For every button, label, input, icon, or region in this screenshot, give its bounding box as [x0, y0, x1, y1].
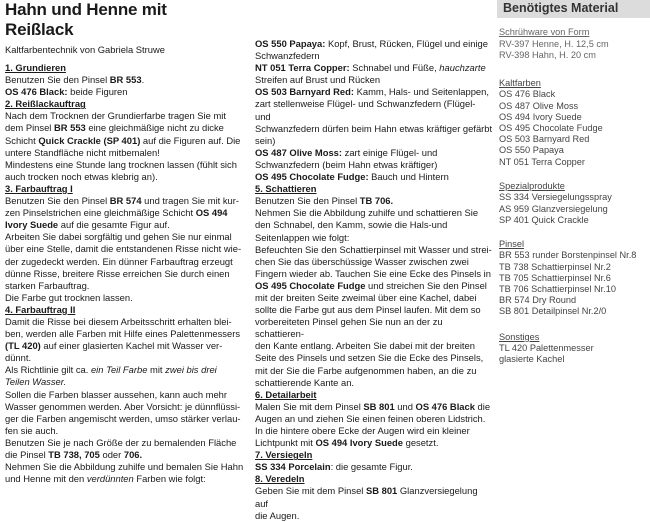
- text: Malen Sie mit dem Pinsel: [255, 400, 364, 412]
- step-8-heading: 8. Veredeln: [255, 473, 305, 485]
- step-4-line: [5, 449, 245, 461]
- material-section: [499, 332, 650, 366]
- text: auf einer glasierten Kachel mit Wasser ver-: [40, 340, 223, 352]
- text: Kopf, Brust, Rücken, Flügel und einige: [325, 38, 488, 49]
- color-line: Schwanzfedern (beim Hahn etwas kräftiger): [255, 158, 438, 170]
- step-4-line: ger die Farben angemischt werden, umso stärker verlau-: [5, 412, 241, 424]
- material-item: AS 959 Glanzversiegelung: [499, 203, 608, 214]
- material-item: OS 476 Black: [499, 89, 556, 100]
- step-5-line: mit der Sie die Farbe aufgenommen haben, an die zu: [255, 364, 477, 376]
- text: und Henne mit den: [5, 473, 87, 485]
- material-section-title: Pinsel: [499, 238, 525, 249]
- material-item: OS 495 Chocolate Fudge: [499, 123, 603, 134]
- text: gesetzt.: [403, 437, 439, 449]
- text: .: [141, 74, 145, 86]
- text: zart einige Flügel- und: [342, 146, 438, 158]
- step-5-line: Nehmen Sie die Abbildung zuhilfe und schattieren Sie: [255, 207, 479, 219]
- text: Glanzversiegelung auf: [255, 485, 478, 509]
- step-3-heading: 3. Farbauftrag I: [5, 182, 73, 194]
- subtitle: Kaltfarbentechnik von Gabriela Struwe: [5, 44, 165, 55]
- step-6-heading: 6. Detailarbeit: [255, 388, 317, 400]
- text: Benutzen Sie den Pinsel: [5, 74, 110, 86]
- text: Lichtpunkt mit: [255, 437, 316, 449]
- step-6-line: [255, 437, 493, 449]
- color-line: [255, 147, 493, 159]
- text: oder: [99, 449, 124, 460]
- material-section: [499, 27, 650, 61]
- step-4-line: [5, 364, 245, 376]
- step-6-line: In die hintere obere Ecke der Augen wird ein kleiner: [255, 425, 470, 436]
- text: Schnabel und Füße,: [349, 62, 440, 74]
- step-3-line: starken Farbauftrag.: [5, 279, 90, 291]
- brush-code: BR 574: [109, 195, 142, 207]
- step-4-line: Sollen die Farben blasser aussehen, kann auch mehr: [5, 388, 228, 400]
- material-item: SB 801 Detailpinsel Nr.2/0: [499, 306, 607, 317]
- color-code: NT 051 Terra Copper:: [255, 62, 350, 74]
- step-5-line: Seitenlappen wie folgt:: [255, 231, 350, 243]
- material-section-title: Schrühware von Form: [499, 27, 590, 37]
- color-code: OS 494 Ivory Suede: [315, 437, 403, 449]
- text: Als Richtlinie gilt ca.: [5, 364, 91, 376]
- color-line: Streifen auf Brust und Rücken: [255, 74, 381, 86]
- step-3-line: [5, 219, 245, 231]
- tool-code: (TL 420): [5, 340, 41, 352]
- step-3-line: Arbeiten Sie dabei sorgfältig und gehen Sie nur einmal: [5, 231, 232, 243]
- text: zen Pinselstrichen eine gleichmäßige Schicht: [5, 207, 196, 219]
- color-code: OS 476 Black: [415, 400, 475, 412]
- sidebar-heading: Benötigtes Material: [497, 0, 650, 18]
- material-item: OS 550 Papaya: [499, 145, 564, 156]
- color-line: [255, 86, 493, 98]
- text: und tragen Sie mit kur-: [141, 195, 240, 207]
- brush-code: 706.: [123, 449, 143, 460]
- text: Benutzen Sie den Pinsel: [255, 195, 360, 207]
- step-4-line: Benutzen Sie je nach Größe der zu bemalenden Fläche: [5, 436, 237, 448]
- color-line: [255, 171, 493, 183]
- material-item: SP 401 Quick Crackle: [499, 214, 589, 225]
- brush-code: BR 553: [109, 74, 142, 86]
- material-item: RV-397 Henne, H. 12,5 cm: [499, 38, 609, 49]
- text: auf die gesamte Figur auf.: [58, 219, 170, 231]
- step-3-line: Die Farbe gut trocknen lassen.: [5, 291, 133, 303]
- material-section: [499, 181, 650, 226]
- step-2-line: Nach dem Trocknen der Grundierfarbe tragen Sie mit: [5, 110, 226, 122]
- step-8-line: [255, 485, 493, 509]
- text: die Pinsel: [5, 449, 49, 460]
- step-5-heading: 5. Schattieren: [255, 183, 317, 195]
- step-3-line: über eine Stelle, damit die entstandenen Risse nicht wie-: [5, 243, 242, 255]
- text: Geben Sie mit dem Pinsel: [255, 485, 366, 497]
- text: beide Figuren: [67, 86, 128, 98]
- color-line: [255, 38, 493, 50]
- text: zwei bis drei: [165, 364, 217, 376]
- step-7-heading: 7. Versiegeln: [255, 449, 313, 461]
- step-6-line: Augen an und ziehen Sie einen feinen oberen Lidstrich.: [255, 412, 486, 424]
- text: Farben wie folgt:: [133, 473, 206, 485]
- step-4-line: Nehmen Sie die Abbildung zuhilfe und bemalen Sie Hahn: [5, 461, 244, 473]
- step-5-line: den Kante entlang. Arbeiten Sie dabei mit der breiten: [255, 340, 475, 352]
- step-5-line: [255, 195, 493, 207]
- step-5-line: schattierende Kante an.: [255, 376, 355, 388]
- material-section-title: Spezialprodukte: [499, 180, 565, 191]
- material-item: NT 051 Terra Copper: [499, 156, 585, 167]
- material-item: BR 553 runder Borstenpinsel Nr.8: [499, 250, 637, 261]
- material-item: OS 503 Barnyard Red: [499, 134, 590, 145]
- color-code: OS 476 Black:: [5, 86, 68, 98]
- step-4-line: ben, werden alle Farben mit Hilfe eines Palettenmessers: [5, 328, 241, 340]
- material-sections: [497, 27, 650, 366]
- color-line: Schwanzfedern dürfen beim Hahn etwas kräftiger gefärbt: [255, 122, 493, 134]
- step-4-line: [5, 473, 245, 485]
- text: die: [474, 400, 491, 412]
- step-2-line: [5, 122, 245, 134]
- material-item: TL 420 Palettenmesser: [499, 343, 594, 354]
- column-left: [5, 0, 245, 485]
- text: eine gleichmäßige nicht zu dicke: [85, 122, 224, 134]
- step-2-line: [5, 135, 245, 147]
- color-code: OS 550 Papaya:: [255, 38, 326, 49]
- material-item: SS 334 Versiegelungsspray: [499, 192, 612, 203]
- text: Benutzen Sie den Pinsel: [5, 195, 110, 207]
- step-5-line: den Schnabel, den Kamm, sowie die Hals-und: [255, 219, 448, 231]
- step-7-line: [255, 461, 493, 473]
- color-line: Schwanzfedern: [255, 50, 320, 62]
- text: Bauch und Hintern: [368, 171, 449, 183]
- page-title: [5, 0, 245, 40]
- material-section-title: Sonstiges: [499, 331, 540, 342]
- step-5-line: Seite des Pinsels und setzen Sie die Ecke des Pinsels,: [255, 352, 484, 364]
- title-line-2: Reißlack: [5, 20, 74, 39]
- color-code: OS 487 Olive Moss:: [255, 146, 343, 158]
- step-6-line: [255, 401, 493, 413]
- step-4-line: Teilen Wasser.: [5, 376, 67, 388]
- material-section: [499, 239, 650, 318]
- material-item: TB 706 Schattierpinsel Nr.10: [499, 284, 616, 295]
- material-item: OS 487 Olive Moss: [499, 100, 579, 111]
- step-5-line: Fingern wieder ab. Tauchen Sie eine Ecke des Pinsels in: [255, 267, 491, 279]
- step-3-line: [5, 195, 245, 207]
- title-line-1: Hahn und Henne mit: [5, 0, 167, 19]
- text: : die gesamte Figur.: [330, 461, 413, 473]
- color-name: Ivory Suede: [5, 219, 59, 231]
- column-middle: [255, 38, 493, 522]
- product-code: Quick Crackle (SP 401): [38, 134, 141, 146]
- material-item: TB 738 Schattierpinsel Nr.2: [499, 261, 611, 272]
- material-section: [499, 78, 650, 168]
- text: ein Teil Farbe: [90, 364, 148, 376]
- text: dem Pinsel: [5, 122, 54, 134]
- step-5-line: sollte die Farbe gut aus dem Pinsel laufen. Mit dem so: [255, 304, 481, 316]
- step-3-line: der zugedeckt werden. Ein dünner Farbauftrag erzeugt: [5, 255, 233, 267]
- step-4-line: [5, 340, 245, 352]
- color-line: [255, 62, 493, 74]
- step-2-line: auch trocken noch etwas klebrig an).: [5, 170, 158, 182]
- brush-code: TB 706.: [359, 195, 394, 207]
- step-4-line: Wasser genommen werden. Aber Vorsicht: je dünnflüssi-: [5, 400, 241, 412]
- color-line: sein): [255, 134, 276, 146]
- step-4-heading: 4. Farbauftrag II: [5, 303, 76, 315]
- step-1-line: [5, 74, 245, 86]
- color-code: OS 494: [195, 207, 228, 219]
- brush-code: SB 801: [363, 400, 395, 412]
- text: auf die Figuren auf. Die: [140, 134, 241, 146]
- color-code: OS 503 Barnyard Red:: [255, 86, 354, 98]
- step-4-line: fen sie auch.: [5, 424, 59, 436]
- material-item: glasierte Kachel: [499, 354, 565, 365]
- step-3-line: [5, 207, 245, 219]
- step-1-line: [5, 86, 245, 98]
- step-8-line: die Augen.: [255, 509, 300, 521]
- material-item: TB 705 Schattierpinsel Nr.6: [499, 272, 611, 283]
- step-1-heading: 1. Grundieren: [5, 62, 66, 73]
- brush-code: BR 553: [53, 122, 86, 134]
- material-sidebar: [497, 0, 650, 366]
- brush-code: SB 801: [366, 485, 398, 497]
- text: und streichen Sie den Pinsel: [365, 279, 487, 291]
- product-code: SS 334 Porcelain: [255, 461, 331, 473]
- color-line: zart stellenweise Flügel- und Schwanzfedern (Flügel- und: [255, 98, 476, 122]
- material-item: OS 494 Ivory Suede: [499, 111, 582, 122]
- step-2-heading: 2. Reißlackauftrag: [5, 98, 86, 110]
- brush-code: TB 738, 705: [48, 449, 100, 460]
- material-item: RV-398 Hahn, H. 20 cm: [499, 49, 596, 60]
- text: Schicht: [5, 134, 39, 146]
- step-4-line: dünnt.: [5, 352, 32, 364]
- text: hauchzarte: [439, 62, 486, 74]
- step-4-line: Damit die Risse bei diesem Arbeitsschritt erhalten blei-: [5, 315, 232, 327]
- material-item: BR 574 Dry Round: [499, 295, 577, 306]
- material-section-title: Kaltfarben: [499, 77, 541, 88]
- text: Kamm, Hals- und Seitenlappen,: [354, 86, 489, 98]
- step-5-line: chen Sie das überschüssige Wasser zwischen zwei: [255, 255, 469, 267]
- step-3-line: dünne Risse, breitere Risse erreichen Sie durch einen: [5, 267, 230, 279]
- step-2-line: Mindestens eine Stunde lang trocknen lassen (fühlt sich: [5, 158, 237, 170]
- text: und: [394, 400, 416, 412]
- step-5-line: Befeuchten Sie den Schattierpinsel mit Wasser und strei-: [255, 243, 492, 255]
- text: verdünnten: [86, 473, 134, 485]
- step-5-line: [255, 280, 493, 292]
- text: mit: [147, 364, 166, 376]
- color-code: OS 495 Chocolate Fudge:: [255, 171, 369, 183]
- color-code: OS 495 Chocolate Fudge: [255, 279, 366, 291]
- step-5-line: mit der breiten Seite zweimal über eine Kachel, dabei: [255, 291, 477, 303]
- step-2-line: untere Standfläche nicht mitbemalen!: [5, 146, 160, 158]
- step-5-line: vorbereiteten Pinsel gehen Sie nun an der zu schattieren-: [255, 316, 443, 340]
